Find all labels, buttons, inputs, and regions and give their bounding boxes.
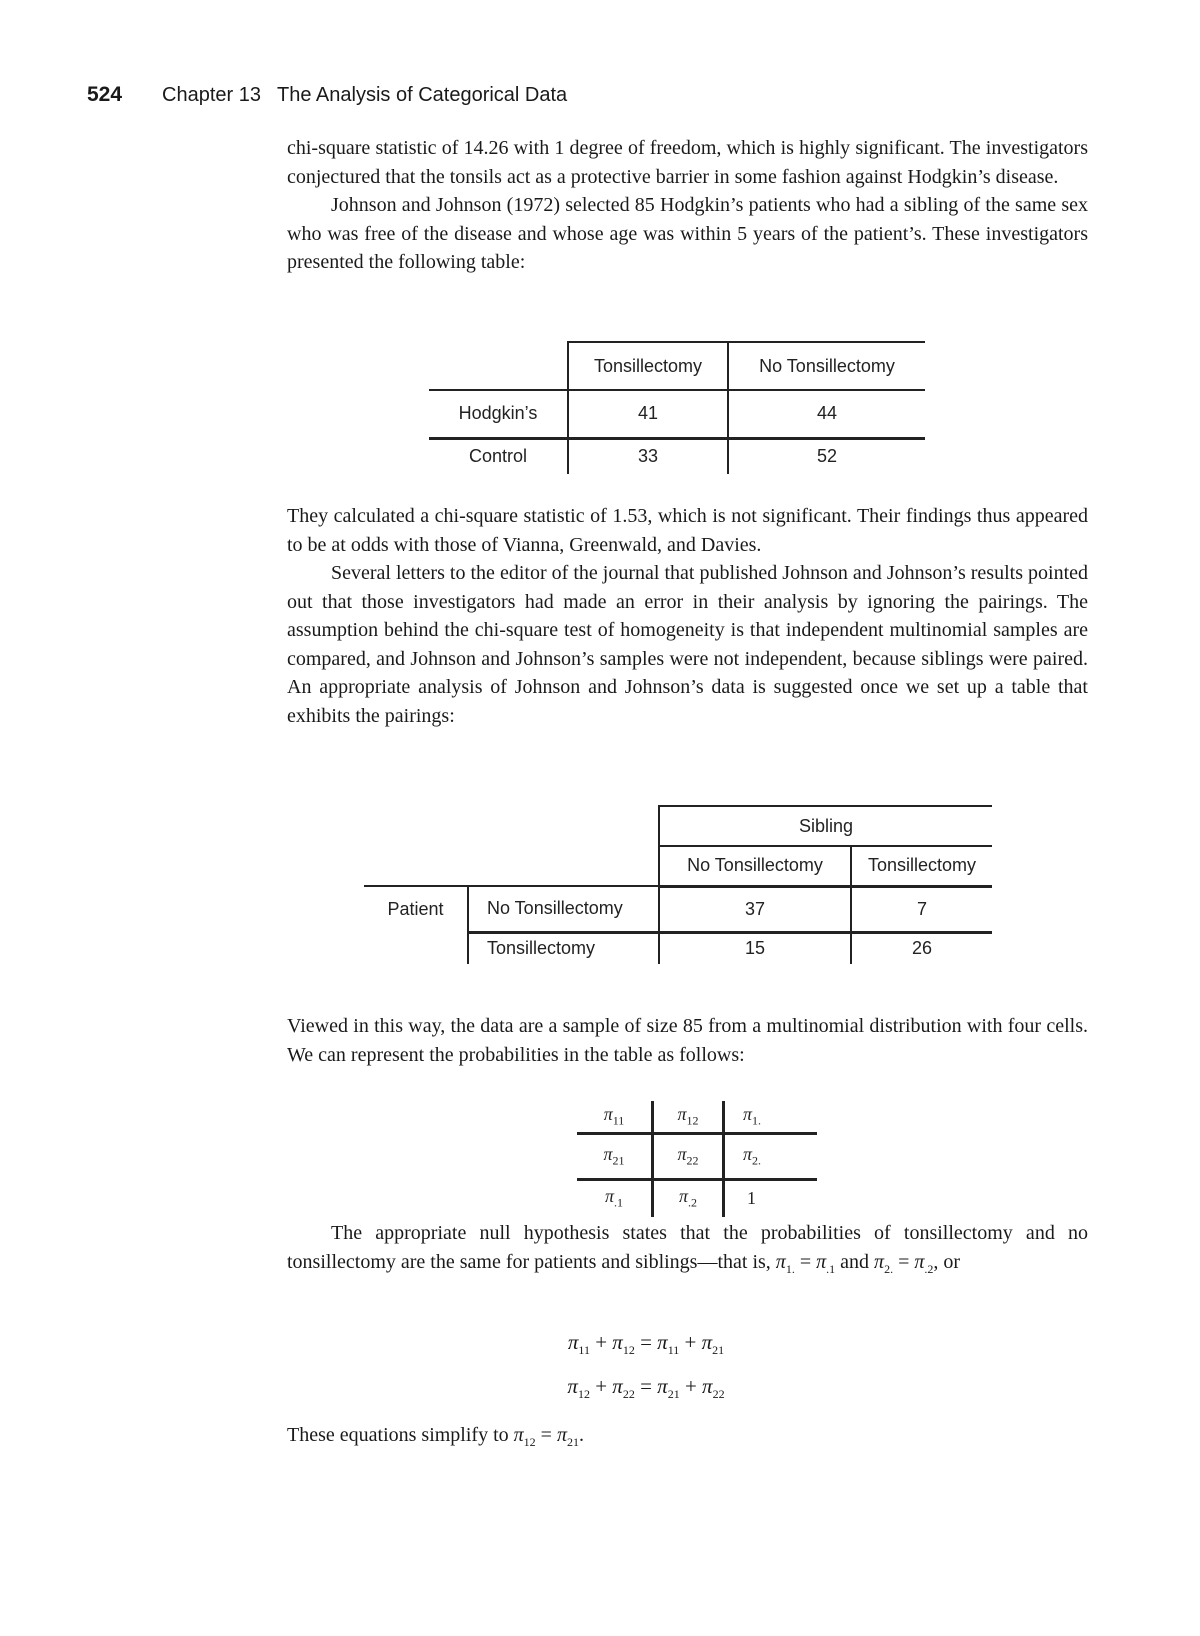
cell-pi-21: $\pi_{21}$ [577, 1133, 653, 1179]
table-cell: 41 [568, 390, 728, 438]
row-label: Hodgkin’s [429, 390, 568, 438]
table-row [429, 438, 925, 474]
table-row [429, 390, 925, 438]
text-block-1 [287, 134, 1088, 277]
chapter-label: Chapter 13 [162, 84, 262, 106]
cell-pi-12: $\pi_{12}$ [653, 1101, 724, 1133]
paragraph: Johnson and Johnson (1972) selected 85 Hodgkin’s patients who had a sibling of the same sex who was free of the disease and whose age was within 5 years of the patient’s. These investigators presented the following table: [287, 194, 1088, 273]
chapter-title: The Analysis of Categorical Data [277, 84, 568, 106]
table-cell: 15 [659, 932, 851, 964]
table-cell: 37 [659, 886, 851, 932]
paragraph: Several letters to the editor of the journal that published Johnson and Johnson’s results pointed out that those investigators had made an error in their analysis by ignoring the pairings. The assumption behind the chi-square test of homogeneity is that independent multinomial samples are compared, and Johnson and Johnson’s samples were not independent, because siblings were paired. An appropriate analysis of Johnson and Johnson’s data is suggested once we set up a table that exhibits the pairings: [287, 562, 1088, 727]
text-block-3 [287, 1012, 1088, 1069]
row-label: No Tonsillectomy [468, 886, 659, 932]
text-block-5 [287, 1421, 1088, 1457]
cell-pi-dot1: $\pi_{.1}$ [604, 1186, 624, 1211]
page-number: 524 [87, 83, 123, 106]
row-label: Control [468, 446, 528, 467]
table-cell: 44 [728, 390, 925, 438]
cell-pi-dot2: $\pi_{.2}$ [653, 1179, 724, 1217]
patient-label: Patient [387, 899, 444, 919]
probability-table [577, 1101, 817, 1217]
pairings-table [364, 805, 992, 964]
sibling-header: Sibling [659, 806, 992, 846]
equation-1: $\pi_{11} + \pi_{12} = \pi_{11} + \pi_{21}$ [567, 1330, 725, 1358]
table-cell: 33 [568, 438, 728, 474]
text-block-4 [287, 1219, 1088, 1283]
tonsillectomy-table [429, 341, 925, 474]
cell-pi-1dot: $\pi_{1.}$ [724, 1101, 818, 1133]
column-header: Tonsillectomy [851, 846, 992, 886]
cell-total: 1 [724, 1179, 818, 1217]
table-cell: 26 [851, 932, 992, 964]
table-cell: 7 [851, 886, 992, 932]
cell-pi-11: $\pi_{11}$ [577, 1101, 653, 1133]
running-head [87, 82, 567, 107]
paragraph: chi-square statistic of 14.26 with 1 degree of freedom, which is highly significant. The investigators conjectured that the tonsils act as a protective barrier in some fashion against Hodgkin’s disease. [287, 137, 1088, 188]
cell-pi-22: $\pi_{22}$ [653, 1133, 724, 1179]
equation-2: $\pi_{12} + \pi_{22} = \pi_{21} + \pi_{22}$ [567, 1374, 725, 1402]
column-header: No Tonsillectomy [728, 342, 925, 390]
table-row [364, 886, 992, 932]
paragraph: The appropriate null hypothesis states that the probabilities of tonsillectomy and no tonsillectomy are the same for patients and siblings—that is, $\pi_{1.} = \pi_{.1}$ and $\pi_{2.} = \pi_{.2}$, or [287, 1222, 1088, 1276]
table-cell: 52 [728, 438, 925, 474]
row-label: Tonsillectomy [468, 932, 659, 964]
paragraph: Viewed in this way, the data are a sample of size 85 from a multinomial distribution with four cells. We can represent the probabilities in the table as follows: [287, 1015, 1088, 1066]
table-row [364, 932, 992, 964]
paragraph: They calculated a chi-square statistic of 1.53, which is not significant. Their findings thus appeared to be at odds with those of Vianna, Greenwald, and Davies. [287, 505, 1088, 556]
text-block-2 [287, 502, 1088, 730]
column-header: Tonsillectomy [568, 342, 728, 390]
cell-pi-2dot: $\pi_{2.}$ [724, 1133, 818, 1179]
column-header: No Tonsillectomy [659, 846, 851, 886]
paragraph: These equations simplify to $\pi_{12} = \pi_{21}$. [287, 1424, 584, 1449]
